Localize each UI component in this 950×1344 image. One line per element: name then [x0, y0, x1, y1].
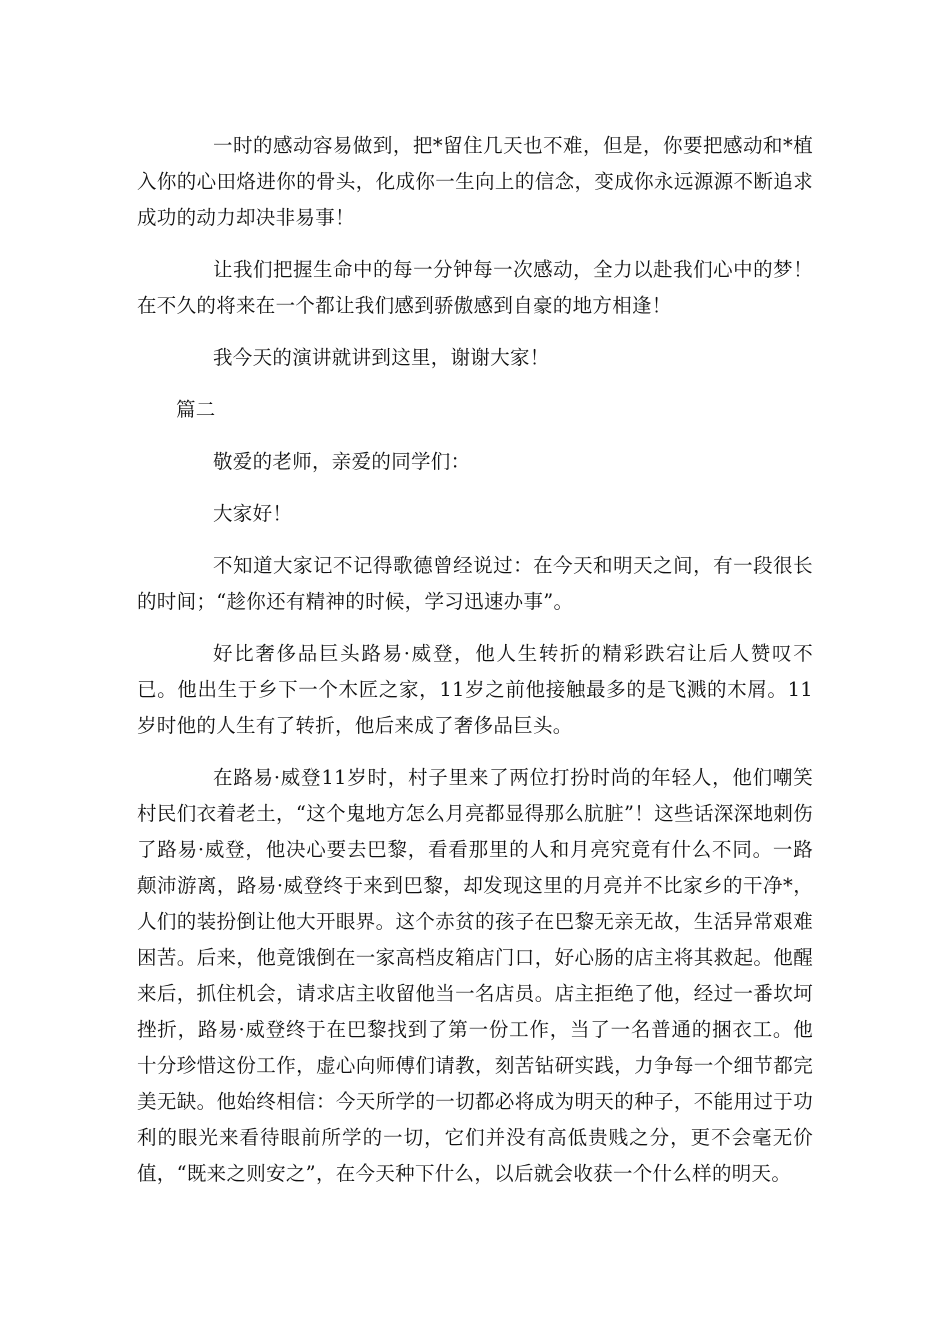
paragraph: 好比奢侈品巨头路易·威登，他人生转折的精彩跌宕让后人赞叹不已。他出生于乡下一个木匠之家，11岁之前他接触最多的是飞溅的木屑。11岁时他的人生有了转折，他后来成了奢侈品巨头。 [137, 642, 813, 737]
paragraph: 我今天的演讲就讲到这里，谢谢大家！ [213, 346, 550, 369]
paragraph: 不知道大家记不记得歌德曾经说过：在今天和明天之间，有一段很长的时间；“趁你还有精神的时候，学习迅速办事”。 [137, 554, 813, 613]
paragraph: 让我们把握生命中的每一分钟每一次感动，全力以赴我们心中的梦！在不久的将来在一个都让我们感到骄傲感到自豪的地方相逢！ [137, 258, 813, 317]
salutation: 敬爱的老师，亲爱的同学们： [213, 450, 471, 473]
greeting: 大家好！ [213, 502, 293, 525]
document-body [137, 128, 813, 1208]
section-heading: 篇二 [176, 398, 216, 421]
paragraph: 一时的感动容易做到，把*留住几天也不难，但是，你要把感动和*植入你的心田烙进你的骨头，化成你一生向上的信念，变成你永远源源不断追求成功的动力却决非易事！ [137, 134, 813, 229]
paragraph: 在路易·威登11岁时，村子里来了两位打扮时尚的年轻人，他们嘲笑村民们衣着老土，“这个鬼地方怎么月亮都显得那么肮脏”！这些话深深地刺伤了路易·威登，他决心要去巴黎，看看那里的人和月亮究竟有什么不同。一路颠沛游离，路易·威登终于来到巴黎，却发现这里的月亮并不比家乡的干净*，人们的装扮倒让他大开眼界。这个赤贫的孩子在巴黎无亲无故，生活异常艰难困苦。后来，他竟饿倒在一家高档皮箱店门口，好心肠的店主将其救起。他醒来后，抓住机会，请求店主收留他当一名店员。店主拒绝了他，经过一番坎坷挫折，路易·威登终于在巴黎找到了第一份工作，当了一名普通的捆衣工。他十分珍惜这份工作，虚心向师傅们请教，刻苦钻研实践，力争每一个细节都完美无缺。他始终相信：今天所学的一切都必将成为明天的种子，不能用过于功利的眼光来看待眼前所学的一切，它们并没有高低贵贱之分，更不会毫无价值，“既来之则安之”，在今天种下什么，以后就会收获一个什么样的明天。 [137, 766, 813, 1185]
